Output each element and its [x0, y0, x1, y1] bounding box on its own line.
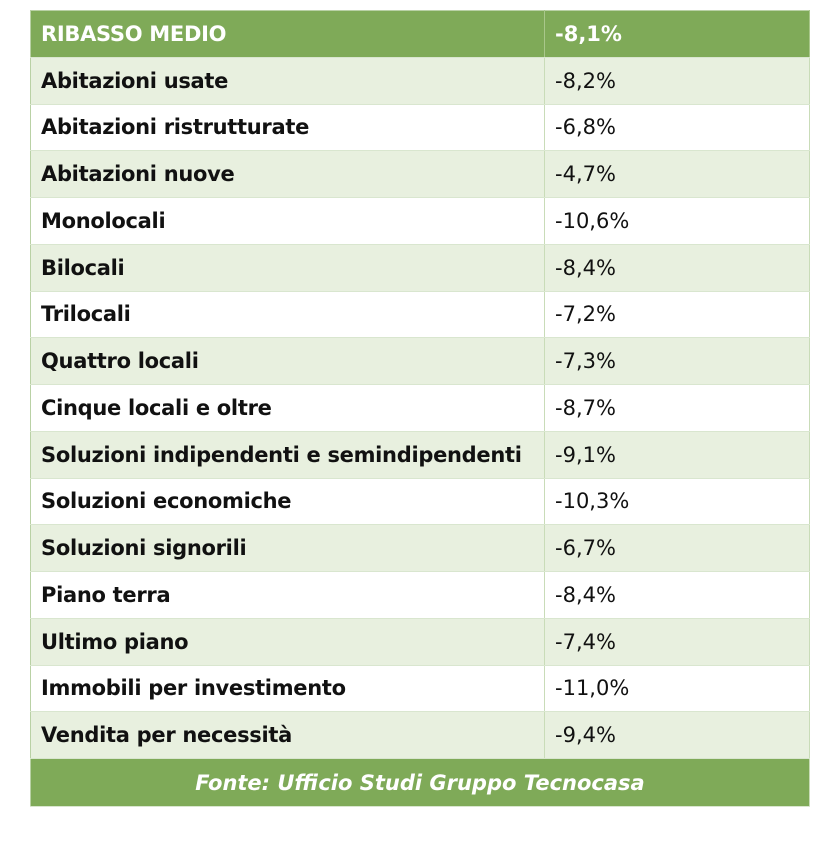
table-row — [31, 478, 810, 525]
table-row — [31, 572, 810, 619]
cropped-previous-content — [30, 0, 809, 10]
table-row — [31, 57, 810, 104]
row-value: -7,4% — [545, 618, 810, 665]
source-note: Fonte: Ufficio Studi Gruppo Tecnocasa — [31, 759, 810, 807]
table-row — [31, 338, 810, 385]
table-row — [31, 244, 810, 291]
header-label: RIBASSO MEDIO — [31, 11, 545, 58]
table-header-row — [31, 11, 810, 58]
table-row — [31, 618, 810, 665]
row-label: Immobili per investimento — [31, 665, 545, 712]
row-value: -6,7% — [545, 525, 810, 572]
row-label: Bilocali — [31, 244, 545, 291]
table-row — [31, 431, 810, 478]
row-value: -9,1% — [545, 431, 810, 478]
row-label: Quattro locali — [31, 338, 545, 385]
table-row — [31, 385, 810, 432]
row-value: -11,0% — [545, 665, 810, 712]
row-value: -7,2% — [545, 291, 810, 338]
row-label: Abitazioni usate — [31, 57, 545, 104]
table-row — [31, 151, 810, 198]
row-label: Soluzioni signorili — [31, 525, 545, 572]
table-row — [31, 712, 810, 759]
row-label: Soluzioni indipendenti e semindipendenti — [31, 431, 545, 478]
table-row — [31, 525, 810, 572]
row-value: -8,2% — [545, 57, 810, 104]
row-value: -10,3% — [545, 478, 810, 525]
row-value: -7,3% — [545, 338, 810, 385]
row-value: -6,8% — [545, 104, 810, 151]
row-value: -8,4% — [545, 572, 810, 619]
row-value: -9,4% — [545, 712, 810, 759]
discount-table — [30, 10, 810, 807]
table-row — [31, 291, 810, 338]
row-label: Ultimo piano — [31, 618, 545, 665]
table-footer-row — [31, 759, 810, 807]
table-row — [31, 198, 810, 245]
row-label: Abitazioni nuove — [31, 151, 545, 198]
header-value: -8,1% — [545, 11, 810, 58]
row-value: -4,7% — [545, 151, 810, 198]
row-value: -8,4% — [545, 244, 810, 291]
table-row — [31, 104, 810, 151]
row-label: Trilocali — [31, 291, 545, 338]
row-value: -10,6% — [545, 198, 810, 245]
row-label: Abitazioni ristrutturate — [31, 104, 545, 151]
table-row — [31, 665, 810, 712]
row-label: Piano terra — [31, 572, 545, 619]
row-label: Vendita per necessità — [31, 712, 545, 759]
row-label: Cinque locali e oltre — [31, 385, 545, 432]
row-label: Monolocali — [31, 198, 545, 245]
row-value: -8,7% — [545, 385, 810, 432]
row-label: Soluzioni economiche — [31, 478, 545, 525]
